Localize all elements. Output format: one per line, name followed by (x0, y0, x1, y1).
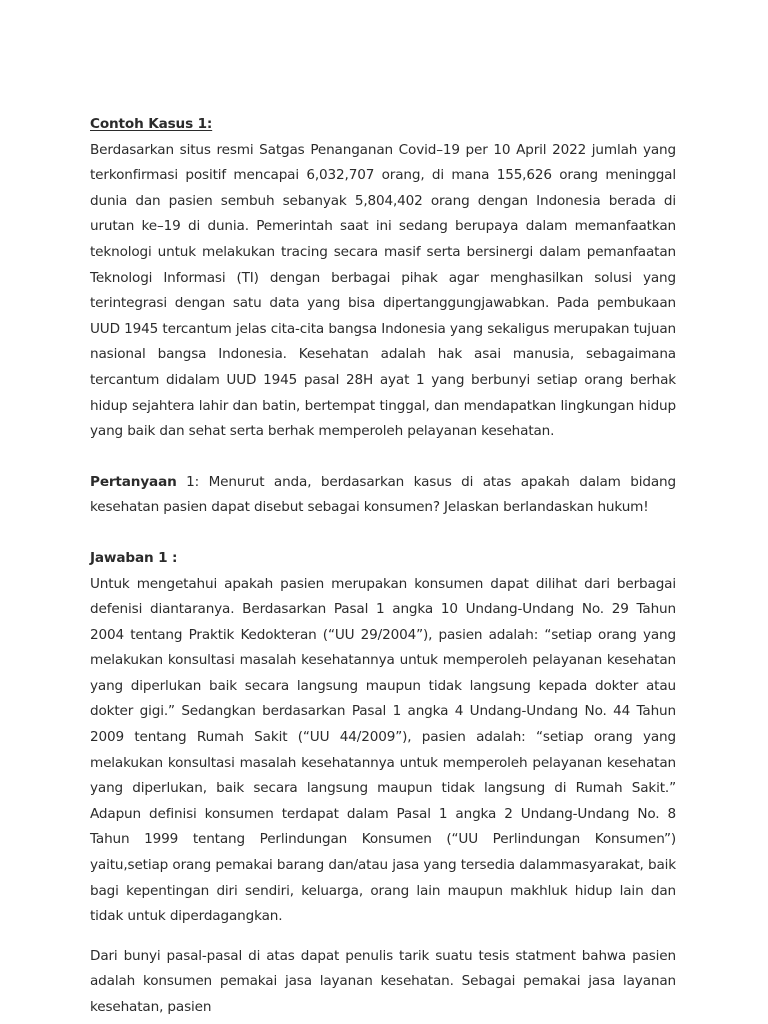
answer-continuation (90, 944, 676, 1021)
answer-body-2: Dari bunyi pasal-pasal di atas dapat penulis tarik suatu tesis statment bahwa pasien adalah konsumen pemakai jasa layanan kesehatan. Sebagai pemakai jasa layanan kesehatan, pasien (90, 947, 676, 1015)
question-section (90, 470, 676, 521)
question-label: Pertanyaan (90, 473, 177, 490)
answer-body: Untuk mengetahui apakah pasien merupakan konsumen dapat dilihat dari berbagai defenisi diantaranya. Berdasarkan Pasal 1 angka 10 Undang-Undang No. 29 Tahun 2004 tentang Praktik Kedokteran (“UU 29/2004”), pasien adalah: “setiap orang yang melakukan konsultasi masalah kesehatannya untuk memperoleh pelayanan kesehatan yang diperlukan baik secara langsung maupun tidak langsung kepada dokter atau dokter gigi.” Sedangkan berdasarkan Pasal 1 angka 4 Undang-Undang No. 44 Tahun 2009 tentang Rumah Sakit (“UU 44/2009”), pasien adalah: “setiap orang yang melakukan konsultasi masalah kesehatannya untuk memperoleh pelayanan kesehatan yang diperlukan, baik secara langsung maupun tidak langsung di Rumah Sakit.” Adapun definisi konsumen terdapat dalam Pasal 1 angka 2 Undang-Undang No. 8 Tahun 1999 tentang Perlindungan Konsumen (“UU Perlindungan Konsumen”) yaitu,setiap orang pemakai barang dan/atau jasa yang tersedia dalammasyarakat, baik bagi kepentingan diri sendiri, keluarga, orang lain maupun makhluk hidup lain dan tidak untuk diperdagangkan. (90, 575, 676, 925)
question-text: 1: Menurut anda, berdasarkan kasus di atas apakah dalam bidang kesehatan pasien dapat disebut sebagai konsumen? Jelaskan berlandaskan hukum! (90, 473, 676, 516)
case-title: Contoh Kasus 1: (90, 116, 213, 132)
answer-section (90, 546, 676, 930)
document-page (90, 112, 676, 1021)
case-section (90, 112, 676, 445)
answer-title: Jawaban 1 : (90, 549, 178, 566)
case-body: Berdasarkan situs resmi Satgas Penanganan Covid–19 per 10 April 2022 jumlah yang terkonfirmasi positif mencapai 6,032,707 orang, di mana 155,626 orang meninggal dunia dan pasien sembuh sebanyak 5,804,402 orang dengan Indonesia berada di urutan ke–19 di dunia. Pemerintah saat ini sedang berupaya dalam memanfaatkan teknologi untuk melakukan tracing secara masif serta bersinergi dalam pemanfaatan Teknologi Informasi (TI) dengan berbagai pihak agar menghasilkan solusi yang terintegrasi dengan satu data yang bisa dipertanggungjawabkan. Pada pembukaan UUD 1945 tercantum jelas cita-cita bangsa Indonesia yang sekaligus merupakan tujuan nasional bangsa Indonesia. Kesehatan adalah hak asai manusia, sebagaimana tercantum didalam UUD 1945 pasal 28H ayat 1 yang berbunyi setiap orang berhak hidup sejahtera lahir dan batin, bertempat tinggal, dan mendapatkan lingkungan hidup yang baik dan sehat serta berhak memperoleh pelayanan kesehatan. (90, 141, 676, 440)
question-paragraph (90, 470, 676, 521)
